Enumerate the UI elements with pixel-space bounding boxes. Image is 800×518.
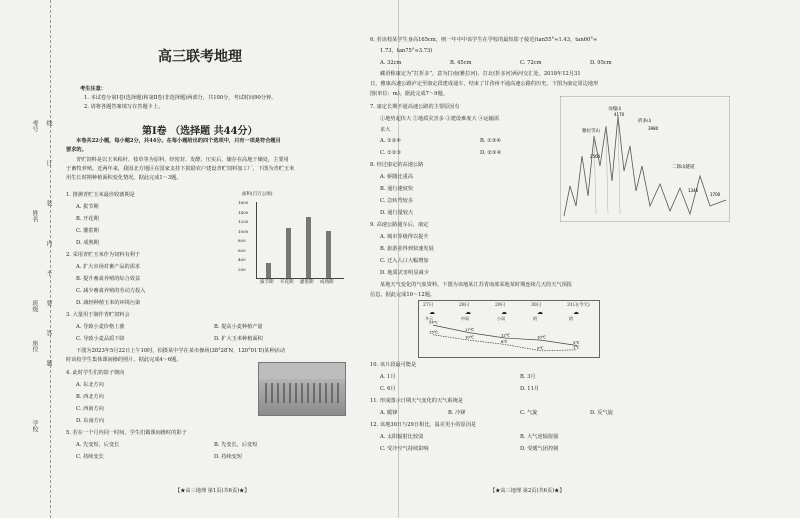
option: B. 冷锋 [448, 410, 466, 416]
intro-text: 图(单位：m)。据此完成7～9题。 [370, 91, 448, 97]
temperature-lines [419, 321, 599, 357]
binding-label-seat: 座位 [31, 340, 38, 352]
temperature-label: 10℃ [537, 334, 547, 340]
binding-char: 不 [45, 270, 52, 276]
option: C. 西南方向 [76, 406, 104, 412]
forecast-desc: 小雨 [497, 316, 505, 321]
peak-label: 雅拉雪山 [582, 129, 600, 134]
chart-xtick: 开花期 [280, 280, 294, 285]
notice-title: 考生注意： [80, 86, 106, 92]
chart-ytick: 1000 [238, 228, 249, 234]
temperature-label: 24℃ [429, 321, 439, 325]
binding-label-name: 姓名 [31, 210, 38, 222]
question-10: 10. 该片段最可能是 [370, 362, 417, 368]
binding-char: 内 [45, 240, 52, 246]
binding-char: 要 [45, 300, 52, 306]
option: C. 6月 [380, 386, 396, 392]
question-5: 5. 若在一个月内同一时间，学生们做课间操时的影子 [66, 430, 187, 436]
binding-char: 订 [45, 160, 52, 166]
chart-bar [306, 217, 311, 278]
question-1: 1. 推测青贮玉米最佳收割期是 [66, 192, 135, 198]
intro-text: 某地天气变化的气象资料，下图为该地某江苏省南部某地某时期连续几天的天气预报 [380, 282, 572, 288]
option: D. 95cm [590, 60, 612, 66]
option: B. 开花期 [76, 216, 99, 222]
option: B. 旅游业得到快速发展 [380, 246, 434, 252]
temperature-label: 0℃ [537, 345, 544, 351]
forecast-date: 30日 [531, 303, 542, 308]
option: C. 迁入人口大幅增加 [380, 258, 429, 264]
chart-ylabel: 面积(百万公顷) [242, 192, 273, 197]
intro-text: 藏语称康定为“打折多”，意为打南(雅拉河)、打北(折多河)两河交汇处。2018年12月31 [380, 71, 581, 77]
option: A. 太阳辐射比较弱 [380, 434, 424, 440]
binding-char: 线 [45, 120, 52, 126]
option: D. 地质灾害明显减少 [380, 270, 429, 276]
option: A. ①②④ [380, 138, 401, 144]
elevation-label: 4170 [614, 112, 625, 117]
forecast-desc: 阴 [569, 316, 573, 321]
option: D. 扩大玉米种植面积 [214, 336, 263, 342]
question-11: 11. 形成图示日期天气变化的天气系统是 [370, 398, 463, 404]
option: B. 大气逆辐射强 [520, 434, 559, 440]
elevation-label: 1346 [688, 188, 699, 193]
peak-label: 贡嘎山 [608, 107, 622, 112]
option: B. 通行速度快 [380, 186, 414, 192]
chart-ytick: 200 [238, 266, 246, 272]
chart-ytick: 1400 [238, 209, 249, 215]
option: C. 持续变长 [76, 454, 104, 460]
option: C. 急转弯较多 [380, 198, 414, 204]
forecast-date: 31日(今天) [567, 303, 590, 308]
forecast-desc: 多云 [425, 316, 433, 321]
chart-ytick: 800 [238, 238, 246, 243]
option: C. 导致小麦品质下降 [76, 336, 125, 342]
chart-xtick: 拔节期 [260, 280, 274, 285]
cloud-icon: ☁ [465, 309, 471, 316]
temperature-label: 17℃ [465, 327, 475, 333]
option: D. 受暖气团控制 [520, 446, 559, 452]
temperature-label: 10℃ [465, 334, 475, 340]
option: D. 东南方向 [76, 418, 105, 424]
option: A. 1月 [380, 374, 396, 380]
binding-strip [0, 0, 51, 518]
option: B. 西北方向 [76, 394, 104, 400]
chart-bar [266, 263, 271, 278]
intro-text: 下图为2023年5月22日上午10时，拍摄某中学在某市操场(38°28′N，120°01′E)某种活动 [76, 348, 286, 354]
temperature-label: 6℃ [501, 338, 508, 344]
binding-char: 装 [45, 200, 52, 206]
peak-label: 折多山 [638, 119, 652, 124]
option: D. 11月 [520, 386, 540, 392]
page-footer: 【★高三地理 第1页(共6页)★】 [175, 488, 250, 494]
option: D. 成熟期 [76, 240, 99, 246]
temperature-label: 15℃ [429, 329, 439, 335]
intro-text: 青贮饲料是以玉米秸秆、枝草等为原料，经密封、发酵，压实后，储存在高地干燥处，主要用 [76, 157, 289, 163]
binding-label-school: 学校 [31, 420, 38, 432]
weather-forecast [418, 300, 600, 358]
chart-bar [326, 231, 331, 279]
temperature-label: 5℃ [573, 340, 580, 345]
forecast-desc: 中雨 [461, 316, 469, 321]
option: D. 反气旋 [590, 410, 613, 416]
elevation-label: 3980 [648, 126, 659, 131]
question-6-cont: 1.73，tan75°≈3.73) [380, 48, 433, 54]
binding-label-kaohao: 考号 [31, 120, 38, 132]
option: A. 先变短，后变长 [76, 442, 120, 448]
binding-label-class: 班级 [31, 300, 38, 312]
elevation-label: 1700 [710, 192, 721, 197]
binding-char: 题 [45, 360, 52, 366]
option: B. 45cm [450, 60, 472, 66]
option: A. 导致小麦价格上涨 [76, 324, 125, 330]
section-desc: 要求的。 [66, 147, 87, 153]
option: A. 32cm [380, 60, 402, 66]
terrain-profile-diagram [560, 96, 730, 222]
chart-ytick: 600 [238, 247, 246, 253]
option: A. 扩大市场对畜产品的需求 [76, 264, 141, 270]
forecast-date: 27日 [423, 303, 434, 308]
option: A. 拔节期 [76, 204, 99, 210]
intro-text: 于畜牧养殖。近两年来，我国北方地区在国家支持下鼓励农户建设青贮饲料加工厂，下图为青贮玉米 [66, 166, 295, 172]
option: C. 气旋 [520, 410, 538, 416]
cloud-icon: ☁ [429, 309, 435, 316]
option: D. 持续变短 [214, 454, 243, 460]
question-4: 4. 此时学生们的影子朝向 [66, 370, 125, 376]
question-9: 9. 高速公路通车后，康定 [370, 222, 429, 228]
option: B. 提高小麦种植产量 [214, 324, 263, 330]
chart-y-axis [256, 202, 257, 278]
question-6: 6. 若该校某学生身高165cm，则一年中中该学生在学校的最短影子接近(tan55°≈1.43，tan60°≈ [370, 37, 598, 43]
notice-line: 2. 请将各题答案填写在答题卡上。 [84, 104, 164, 110]
forecast-date: 29日 [495, 303, 506, 308]
option: B. 3月 [520, 374, 536, 380]
notice-line: 1. 本试卷分第Ⅰ卷(选择题)和第Ⅱ卷(非选择题)两部分，共100分，考试时间90分钟。 [84, 95, 277, 101]
chart-ytick: 1200 [238, 219, 249, 224]
option: C. 减少畜禽养殖的劳动力投入 [76, 288, 146, 294]
intro-text: 日，雅康高速公路泸定至康定段建成通车，结束了甘孜州不通高速公路的历史。下图为康定周边地形 [370, 81, 599, 87]
temperature-label: 12℃ [501, 332, 511, 338]
temperature-label: 1℃ [573, 344, 580, 350]
question-2: 2. 采用青贮玉米作为饲料有利于 [66, 252, 141, 258]
option: C. 灌浆期 [76, 228, 99, 234]
option: C. ①②③ [380, 150, 402, 156]
bar-chart [236, 192, 348, 288]
option: D. ②③④ [480, 150, 502, 156]
option: B. 先变长，后变短 [214, 442, 258, 448]
forecast-desc: 阴 [533, 316, 537, 321]
elevation-label: 2560 [590, 154, 601, 159]
forecast-date: 28日 [459, 303, 470, 308]
question-7: 7. 康定长期不通高速公路的主要原因有 [370, 104, 460, 110]
cloud-icon: ☁ [537, 309, 543, 316]
chart-x-axis [256, 278, 344, 279]
binding-char: 答 [45, 330, 52, 336]
page-footer: 【★高三地理 第2页(共6页)★】 [490, 488, 565, 494]
page-title: 高三联考地理 [158, 49, 242, 65]
option: B. ①③④ [480, 138, 502, 144]
intro-text: 信息。据此完成10～12题。 [370, 292, 436, 298]
option: D. 通行量较大 [380, 210, 414, 216]
chart-ytick: 1600 [238, 200, 249, 205]
option: C. 72cm [520, 60, 542, 66]
option: A. 东北方向 [76, 382, 104, 388]
option-items: ①地势起伏大 ②地质灾害多 ③建设难度大 ④运输需 [380, 116, 500, 122]
chart-xtick: 灌浆期 [300, 280, 314, 285]
schoolyard-photo [258, 362, 346, 416]
section-desc: 本卷共22小题，每小题2分，共44分。在每小题给出的四个选项中，只有一项是符合题目 [76, 138, 281, 144]
option-items: 求大 [380, 127, 391, 133]
question-3: 3. 大量用于制作青贮饲料会 [66, 312, 130, 318]
section-title: 第Ⅰ卷 （选择题 共44分） [142, 126, 258, 137]
chart-ytick: 400 [238, 257, 246, 262]
option: A. 桥隧比重高 [380, 174, 413, 180]
question-8: 8. 经过康定的高速公路 [370, 162, 424, 168]
cloud-icon: ☁ [501, 309, 507, 316]
option: C. 受冷空气持续影响 [380, 446, 429, 452]
intro-text: 时该校学生集体课间操的照片。据此完成4～6题。 [66, 357, 182, 363]
question-12: 12. 该地30日与29日相比，温差更小的原因是 [370, 422, 477, 428]
peak-label: 二郎山隧道 [672, 165, 695, 170]
option: B. 提升畜禽养殖的综合效益 [76, 276, 141, 282]
cloud-icon: ☁ [573, 309, 579, 316]
option: D. 减轻种植玉米的环境污染 [76, 300, 141, 306]
chart-xtick: 成熟期 [320, 280, 334, 285]
option: A. 暖锋 [380, 410, 398, 416]
chart-bar [286, 228, 291, 278]
intro-text: 用生长时期种植面积变化情况。据此完成1～3题。 [66, 175, 182, 181]
option: A. 城市等级得以提升 [380, 234, 429, 240]
